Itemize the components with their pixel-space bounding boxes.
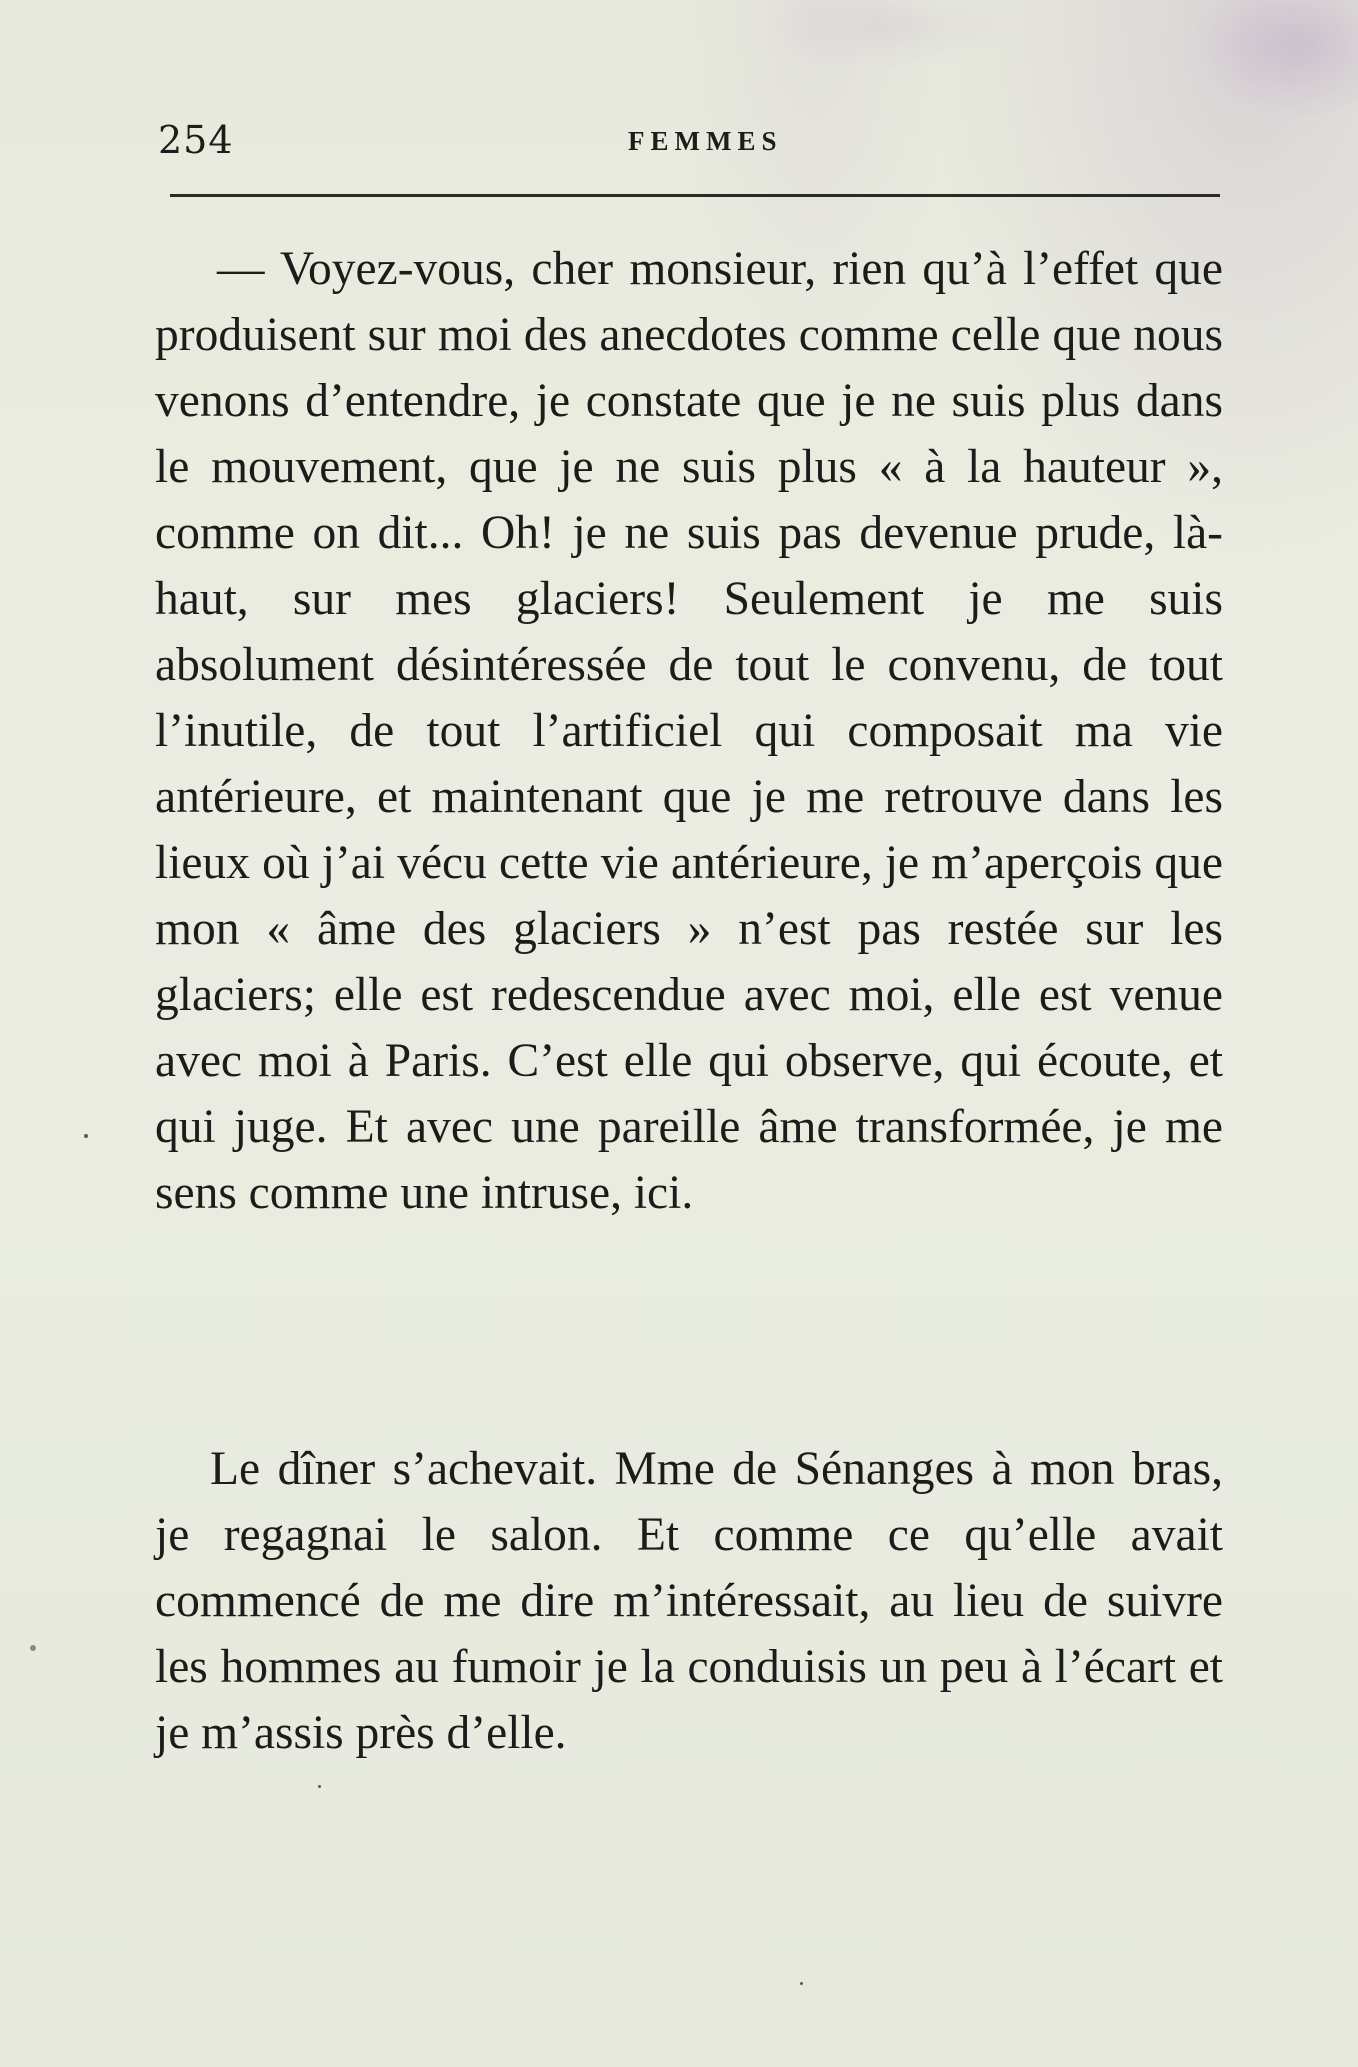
paper-speck bbox=[318, 1785, 321, 1788]
paper-speck bbox=[30, 1645, 36, 1651]
paper-stain bbox=[760, 0, 1020, 70]
paragraph-narration: Le dîner s’achevait. Mme de Sénanges à mon bras, je regagnai le salon. Et comme ce qu’elle avait commencé de me dire m’intéressait, au lieu de suivre les hommes au fumoir je la conduisis un peu à l’écart et je m’assis près d’elle. bbox=[155, 1443, 1223, 1759]
running-head: FEMMES bbox=[628, 126, 783, 156]
page-number: 254 bbox=[158, 118, 234, 162]
paper-speck bbox=[84, 1134, 88, 1138]
header-rule bbox=[170, 194, 1220, 197]
paper-stain bbox=[1190, 0, 1358, 120]
paper-speck bbox=[800, 1982, 803, 1985]
paragraph-dialogue: — Voyez-vous, cher monsieur, rien qu’à l’effet que produisent sur moi des anecdotes comme celle que nous venons d’entendre, je constate que je ne suis plus dans le mouvement, que je ne suis plus « à la hauteur », comme on dit... Oh! je ne suis pas devenue prude, là-haut, sur mes glaciers! Seulement je me suis absolument désintéressée de tout le convenu, de tout l’inutile, de tout l’artificiel qui composait ma vie antérieure, et maintenant que je me retrouve dans les lieux où j’ai vécu cette vie antérieure, je m’aperçois que mon « âme des glaciers » n’est pas restée sur les glaciers; elle est redescendue avec moi, elle est venue avec moi à Paris. C’est elle qui observe, qui écoute, et qui juge. Et avec une pareille âme transformée, je me sens comme une intruse, ici. bbox=[155, 243, 1223, 1219]
page-header bbox=[158, 118, 1220, 168]
